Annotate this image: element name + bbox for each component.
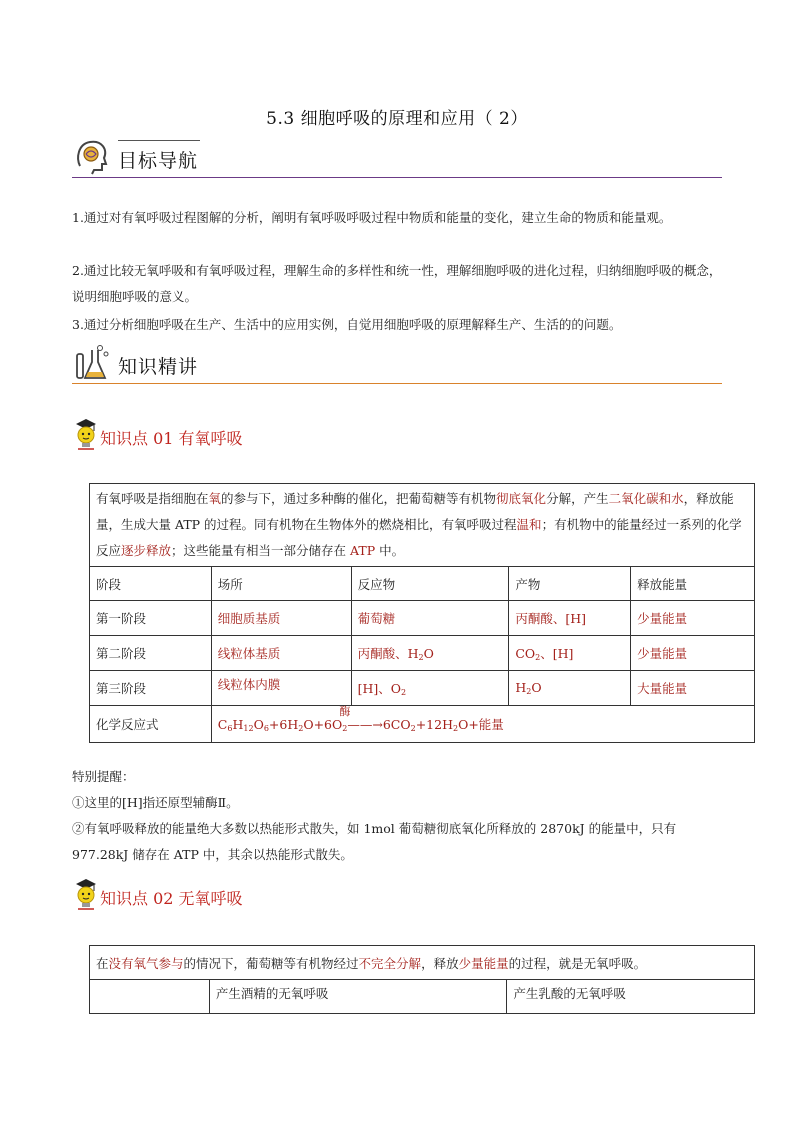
reactant-cell: 葡萄糖 (351, 601, 509, 636)
definition-highlight: 温和 (516, 517, 542, 532)
formula-part: H (515, 680, 527, 695)
stage-cell: 第二阶段 (90, 636, 212, 671)
reaction-formula (211, 706, 754, 743)
formula-part: +12H (415, 717, 453, 732)
reaction-arrow (339, 705, 383, 732)
formula-subscript: 2 (535, 653, 541, 662)
definition-text: 的情况下，葡萄糖等有机物经过 (183, 955, 359, 971)
section-title-knowledge: 知识精讲 (118, 356, 199, 378)
reactant-cell (351, 671, 509, 706)
formula-label-cell: 化学反应式 (90, 706, 212, 743)
table-header-row (90, 567, 755, 601)
table-intro-row (90, 484, 755, 567)
formula-part: CO (515, 646, 536, 661)
formula-part: [H]、O (357, 681, 401, 696)
definition-text: ，释放 (421, 955, 459, 971)
formula-part: +6H (268, 717, 299, 732)
formula-subscript: 2 (418, 653, 424, 662)
definition-highlight: 彻底氧化 (496, 491, 547, 506)
formula-subscript: 6 (227, 724, 233, 733)
header-cell (90, 980, 210, 1014)
goal-item-1: 1.通过对有氧呼吸过程图解的分析，阐明有氧呼吸呼吸过程中物质和能量的变化，建立生命的物质和能量观。 (72, 210, 672, 225)
definition-highlight: 氧 (208, 491, 222, 506)
definition-highlight: 不完全分解 (358, 955, 422, 971)
knowledge-point-1-header (72, 418, 372, 454)
formula-part: O (531, 680, 542, 695)
formula-subscript: 6 (263, 724, 269, 733)
table-header-row (90, 980, 755, 1014)
definition-highlight: ATP (350, 543, 376, 558)
definition-text: 在 (96, 955, 109, 971)
formula-part: C (217, 717, 228, 732)
definition-highlight: 没有氧气参与 (108, 955, 184, 971)
anaerobic-respiration-table (89, 945, 755, 1014)
arrow-glyph: ——→ (347, 717, 383, 732)
table-row (90, 636, 755, 671)
formula-part: 、[H] (540, 646, 574, 661)
formula-subscript: 2 (452, 724, 459, 733)
product-cell (509, 636, 631, 671)
definition-text: ；这些能量有相当一部分储存在 (171, 543, 351, 558)
definition-text: 有氧呼吸是指细胞在 (96, 491, 209, 506)
goal-item-2: 2.通过比较无氧呼吸和有氧呼吸过程，理解生命的多样性和统一性，理解细胞呼吸的进化过程，归纳细胞呼吸的概念，说明细胞呼吸的意义。 (72, 263, 722, 304)
product-cell: 丙酮酸、[H] (509, 601, 631, 636)
enzyme-label: 酶 (339, 705, 351, 718)
definition-text: 的过程，就是无氧呼吸。 (508, 955, 647, 971)
knowledge-point-2-header (72, 878, 372, 914)
site-cell: 线粒体内膜 (211, 671, 351, 706)
goals-section-header (72, 134, 722, 178)
formula-subscript: 2 (410, 724, 416, 733)
knowledge-section-header (72, 340, 722, 384)
notes-heading: 特别提醒： (72, 769, 135, 784)
note-item-1: ①这里的[H]指还原型辅酶Ⅱ。 (72, 795, 239, 810)
graduate-bulb-icon (72, 418, 100, 452)
formula-subscript: 2 (298, 724, 304, 733)
table-intro-row (90, 946, 755, 980)
anaerobic-definition (90, 946, 755, 980)
definition-highlight: 二氧化碳和水 (608, 491, 684, 506)
formula-subscript: 2 (342, 724, 348, 733)
table-row (90, 671, 755, 706)
aerobic-definition (90, 484, 755, 567)
header-cell: 产生酒精的无氧呼吸 (209, 980, 507, 1014)
stage-cell: 第三阶段 (90, 671, 212, 706)
header-cell: 产物 (509, 567, 631, 601)
page-title: 5.3 细胞呼吸的原理和应用（ 2） (266, 109, 528, 129)
flask-icon (72, 342, 112, 382)
section-title-goals: 目标导航 (118, 150, 199, 172)
definition-text: 分解，产生 (546, 491, 609, 506)
formula-part: 6CO (382, 717, 411, 732)
site-cell: 细胞质基质 (211, 601, 351, 636)
formula-part: O+6O (303, 717, 343, 732)
definition-highlight: 少量能量 (458, 955, 509, 971)
goal-item-3: 3.通过分析细胞呼吸在生产、生活中的应用实例，自觉用细胞呼吸的原理解释生产、生活的的问题。 (72, 317, 622, 332)
definition-highlight: 逐步释放 (121, 543, 172, 558)
knowledge-point-1-title: 知识点 01 有氧呼吸 (100, 429, 243, 448)
note-item-2: ②有氧呼吸释放的能量绝大多数以热能形式散失，如 1mol 葡萄糖彻底氧化所释放的 2870kJ 的能量中，只有 977.28kJ 储存在 ATP 中，其余以热能形式散失。 (72, 821, 677, 862)
energy-cell: 大量能量 (631, 671, 755, 706)
site-cell: 线粒体基质 (211, 636, 351, 671)
knowledge-point-2-title: 知识点 02 无氧呼吸 (100, 889, 243, 908)
definition-text: ；有机物中的能量经过一系列的化学反应 (96, 517, 742, 558)
formula-subscript: 2 (526, 687, 532, 696)
reactant-cell (351, 636, 509, 671)
energy-cell: 少量能量 (631, 601, 755, 636)
energy-cell: 少量能量 (631, 636, 755, 671)
graduate-bulb-icon (72, 878, 100, 912)
definition-text: 中。 (375, 543, 405, 558)
header-cell: 释放能量 (631, 567, 755, 601)
formula-part: O (253, 717, 264, 732)
formula-subscript: 12 (243, 724, 254, 733)
table-row (90, 601, 755, 636)
definition-text: ，释放能量，生成大量 ATP 的过程。同有机物在生物体外的燃烧相比，有氧呼吸过程 (96, 491, 734, 532)
stage-cell: 第一阶段 (90, 601, 212, 636)
header-cell: 产生乳酸的无氧呼吸 (507, 980, 755, 1014)
table-formula-row (90, 706, 755, 743)
product-cell (509, 671, 631, 706)
formula-part: H (232, 717, 244, 732)
formula-part: O+能量 (458, 717, 504, 732)
formula-part: O (423, 646, 434, 661)
aerobic-respiration-table (89, 483, 755, 743)
header-cell: 场所 (211, 567, 351, 601)
header-cell: 阶段 (90, 567, 212, 601)
formula-part: 丙酮酸、H (357, 646, 419, 661)
head-brain-icon (72, 136, 112, 176)
definition-text: 的参与下，通过多种酶的催化，把葡萄糖等有机物 (221, 491, 497, 506)
formula-subscript: 2 (400, 688, 407, 697)
header-cell: 反应物 (351, 567, 509, 601)
